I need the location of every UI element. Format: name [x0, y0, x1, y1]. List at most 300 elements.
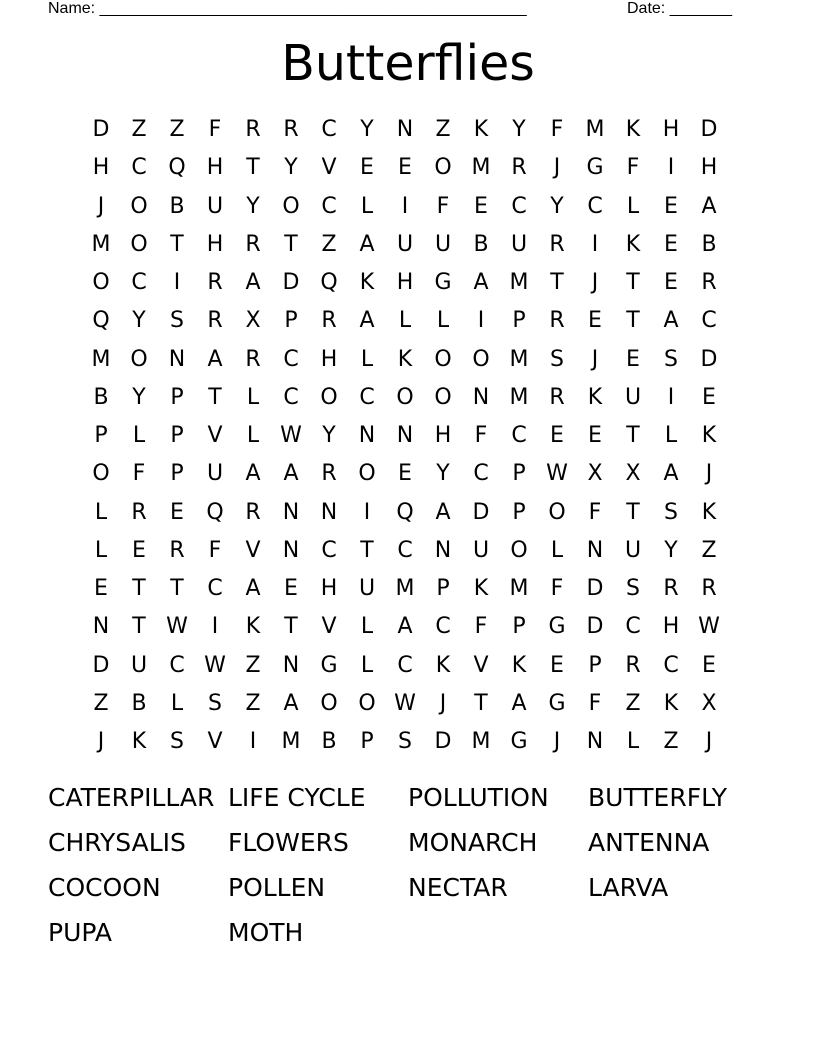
grid-letter: S [398, 729, 412, 755]
grid-letter: D [434, 729, 452, 755]
grid-row [82, 532, 728, 570]
grid-letter: U [624, 384, 642, 410]
grid-letter: E [94, 576, 108, 602]
grid-letter: T [246, 155, 260, 181]
grid-letter: U [624, 537, 642, 563]
grid-letter: E [702, 384, 716, 410]
grid-letter: H [434, 423, 452, 449]
grid-letter: L [360, 193, 374, 219]
grid-letter: C [321, 117, 337, 143]
grid-letter: T [626, 499, 640, 525]
grid-letter: Z [131, 117, 147, 143]
grid-letter: H [320, 576, 338, 602]
grid-letter: N [434, 537, 452, 563]
grid-letter: I [667, 384, 675, 410]
grid-letter: T [550, 270, 564, 296]
grid-letter: S [550, 346, 564, 372]
grid-letter: X [701, 690, 717, 716]
grid-letter: V [207, 423, 223, 449]
grid-letter: R [169, 537, 185, 563]
grid-letter: S [626, 576, 640, 602]
grid-letter: N [282, 499, 300, 525]
grid-letter: N [282, 537, 300, 563]
grid-letter: G [548, 690, 566, 716]
grid-letter: T [474, 690, 488, 716]
grid-letter: A [435, 499, 451, 525]
grid-letter: T [360, 537, 374, 563]
grid-letter: A [397, 614, 413, 640]
grid-letter: R [625, 652, 641, 678]
word-list-item: CATERPILLAR [48, 783, 215, 812]
grid-row [82, 608, 728, 646]
grid-letter: L [550, 537, 564, 563]
grid-letter: O [130, 346, 148, 372]
grid-letter: C [587, 193, 603, 219]
grid-letter: C [321, 193, 337, 219]
grid-letter: L [246, 423, 260, 449]
grid-row [82, 149, 728, 187]
word-list-item: LARVA [588, 873, 669, 902]
grid-letter: C [131, 270, 147, 296]
grid-letter: T [132, 614, 146, 640]
grid-letter: R [207, 270, 223, 296]
grid-letter: X [245, 308, 261, 334]
name-line: Name: ________________________________________________ [48, 0, 527, 17]
grid-letter: L [246, 384, 260, 410]
grid-letter: K [397, 346, 413, 372]
grid-letter: R [245, 499, 261, 525]
grid-letter: M [395, 576, 415, 602]
grid-letter: Z [701, 537, 717, 563]
grid-letter: E [284, 576, 298, 602]
grid-letter: N [396, 117, 414, 143]
grid-letter: X [625, 461, 641, 487]
grid-letter: R [701, 576, 717, 602]
grid-letter: O [434, 384, 452, 410]
grid-letter: K [625, 231, 641, 257]
grid-letter: R [321, 308, 337, 334]
grid-letter: L [398, 308, 412, 334]
grid-letter: Q [320, 270, 338, 296]
grid-letter: T [284, 614, 298, 640]
grid-letter: G [510, 729, 528, 755]
grid-letter: O [472, 346, 490, 372]
grid-letter: G [548, 614, 566, 640]
grid-letter: D [586, 576, 604, 602]
grid-letter: Z [625, 690, 641, 716]
grid-letter: C [359, 384, 375, 410]
grid-letter: K [359, 270, 375, 296]
grid-letter: O [320, 690, 338, 716]
grid-letter: E [588, 308, 602, 334]
grid-letter: J [591, 346, 599, 372]
grid-letter: N [396, 423, 414, 449]
grid-letter: P [512, 614, 526, 640]
grid-letter: Y [360, 117, 374, 143]
grid-letter: O [358, 461, 376, 487]
grid-letter: J [705, 729, 713, 755]
grid-letter: A [207, 346, 223, 372]
grid-letter: S [664, 499, 678, 525]
grid-letter: R [549, 308, 565, 334]
grid-row [82, 494, 728, 532]
grid-letter: P [512, 308, 526, 334]
grid-letter: J [97, 729, 105, 755]
grid-row [82, 455, 728, 493]
grid-letter: A [245, 270, 261, 296]
grid-letter: J [553, 155, 561, 181]
grid-letter: Z [245, 690, 261, 716]
grid-letter: M [91, 231, 111, 257]
grid-letter: L [94, 499, 108, 525]
grid-letter: L [626, 193, 640, 219]
grid-letter: C [435, 614, 451, 640]
grid-letter: D [700, 117, 718, 143]
date-line: Date: _______ [627, 0, 732, 17]
word-list-item: BUTTERFLY [588, 783, 727, 812]
grid-letter: R [283, 117, 299, 143]
grid-letter: M [91, 346, 111, 372]
grid-letter: A [473, 270, 489, 296]
grid-letter: D [472, 499, 490, 525]
grid-letter: L [360, 614, 374, 640]
grid-letter: F [626, 155, 640, 181]
grid-letter: F [474, 423, 488, 449]
grid-letter: J [591, 270, 599, 296]
grid-letter: P [170, 423, 184, 449]
grid-letter: O [396, 384, 414, 410]
grid-letter: A [663, 308, 679, 334]
grid-letter: I [401, 193, 409, 219]
grid-letter: C [511, 193, 527, 219]
grid-letter: E [360, 155, 374, 181]
grid-letter: K [587, 384, 603, 410]
grid-letter: F [550, 117, 564, 143]
grid-letter: N [320, 499, 338, 525]
grid-letter: Y [550, 193, 564, 219]
grid-row [82, 111, 728, 149]
grid-letter: M [585, 117, 605, 143]
grid-letter: P [360, 729, 374, 755]
word-list-item: ANTENNA [588, 828, 710, 857]
grid-letter: R [701, 270, 717, 296]
grid-letter: D [92, 652, 110, 678]
grid-letter: R [245, 117, 261, 143]
grid-letter: V [473, 652, 489, 678]
word-list-item: POLLEN [228, 873, 326, 902]
grid-letter: V [207, 729, 223, 755]
grid-letter: O [548, 499, 566, 525]
grid-letter: H [206, 231, 224, 257]
grid-letter: E [398, 155, 412, 181]
grid-letter: E [132, 537, 146, 563]
grid-letter: A [283, 690, 299, 716]
grid-row [82, 570, 728, 608]
grid-letter: O [320, 384, 338, 410]
grid-letter: G [320, 652, 338, 678]
grid-letter: N [472, 384, 490, 410]
grid-letter: S [664, 346, 678, 372]
grid-letter: L [132, 423, 146, 449]
grid-letter: Q [92, 308, 110, 334]
grid-letter: A [283, 461, 299, 487]
grid-letter: Q [206, 499, 224, 525]
grid-letter: A [359, 308, 375, 334]
grid-letter: T [626, 423, 640, 449]
grid-letter: T [626, 308, 640, 334]
grid-letter: G [586, 155, 604, 181]
grid-letter: D [700, 346, 718, 372]
grid-letter: A [663, 461, 679, 487]
grid-letter: U [130, 652, 148, 678]
grid-letter: H [92, 155, 110, 181]
grid-letter: T [208, 384, 222, 410]
grid-letter: I [249, 729, 257, 755]
word-list-item: POLLUTION [408, 783, 549, 812]
grid-letter: C [663, 652, 679, 678]
grid-letter: E [664, 270, 678, 296]
word-list-item: COCOON [48, 873, 161, 902]
grid-letter: E [664, 231, 678, 257]
grid-letter: L [94, 537, 108, 563]
grid-letter: R [245, 231, 261, 257]
word-list-item: CHRYSALIS [48, 828, 186, 857]
word-list-item: MOTH [228, 918, 304, 947]
grid-letter: P [94, 423, 108, 449]
grid-letter: K [511, 652, 527, 678]
grid-letter: Z [245, 652, 261, 678]
grid-letter: E [474, 193, 488, 219]
grid-letter: Y [436, 461, 450, 487]
grid-letter: J [553, 729, 561, 755]
grid-letter: V [321, 614, 337, 640]
grid-letter: H [320, 346, 338, 372]
grid-letter: T [170, 576, 184, 602]
grid-letter: U [434, 231, 452, 257]
grid-row [82, 379, 728, 417]
grid-letter: B [131, 690, 147, 716]
grid-row [82, 264, 728, 302]
grid-row [82, 685, 728, 723]
grid-letter: O [358, 690, 376, 716]
grid-letter: F [436, 193, 450, 219]
grid-letter: Y [322, 423, 336, 449]
grid-letter: C [511, 423, 527, 449]
grid-letter: K [701, 499, 717, 525]
grid-letter: F [550, 576, 564, 602]
grid-letter: C [283, 346, 299, 372]
grid-row [82, 341, 728, 379]
grid-letter: O [434, 155, 452, 181]
word-list-item: MONARCH [408, 828, 538, 857]
grid-letter: F [474, 614, 488, 640]
grid-letter: N [168, 346, 186, 372]
grid-letter: W [546, 461, 568, 487]
grid-letter: U [358, 576, 376, 602]
grid-letter: M [509, 384, 529, 410]
grid-letter: K [245, 614, 261, 640]
grid-letter: D [92, 117, 110, 143]
grid-letter: B [473, 231, 489, 257]
grid-letter: Y [132, 384, 146, 410]
grid-letter: W [698, 614, 720, 640]
grid-letter: A [701, 193, 717, 219]
grid-letter: C [321, 537, 337, 563]
grid-letter: K [701, 423, 717, 449]
grid-letter: X [587, 461, 603, 487]
grid-letter: N [358, 423, 376, 449]
grid-letter: Z [321, 231, 337, 257]
grid-letter: E [170, 499, 184, 525]
grid-letter: I [591, 231, 599, 257]
grid-letter: Z [169, 117, 185, 143]
grid-letter: F [132, 461, 146, 487]
grid-letter: L [436, 308, 450, 334]
grid-letter: Z [435, 117, 451, 143]
grid-letter: S [170, 729, 184, 755]
grid-row [82, 188, 728, 226]
grid-letter: A [245, 461, 261, 487]
grid-letter: W [166, 614, 188, 640]
grid-letter: K [625, 117, 641, 143]
grid-letter: C [207, 576, 223, 602]
grid-letter: Y [284, 155, 298, 181]
grid-letter: N [92, 614, 110, 640]
grid-letter: T [284, 231, 298, 257]
letter-grid [82, 111, 728, 761]
grid-letter: L [360, 652, 374, 678]
grid-letter: V [321, 155, 337, 181]
grid-letter: S [170, 308, 184, 334]
grid-letter: Y [512, 117, 526, 143]
grid-letter: O [510, 537, 528, 563]
grid-letter: E [626, 346, 640, 372]
grid-letter: R [207, 308, 223, 334]
grid-letter: U [472, 537, 490, 563]
grid-letter: I [667, 155, 675, 181]
grid-letter: Y [664, 537, 678, 563]
grid-letter: M [471, 155, 491, 181]
grid-letter: B [93, 384, 109, 410]
grid-letter: Z [663, 729, 679, 755]
grid-letter: C [397, 537, 413, 563]
grid-row [82, 302, 728, 340]
grid-letter: F [208, 117, 222, 143]
grid-letter: O [92, 461, 110, 487]
grid-letter: U [206, 193, 224, 219]
grid-letter: P [284, 308, 298, 334]
grid-letter: H [662, 117, 680, 143]
grid-letter: W [280, 423, 302, 449]
grid-letter: R [245, 346, 261, 372]
grid-letter: L [360, 346, 374, 372]
grid-letter: T [170, 231, 184, 257]
grid-letter: R [663, 576, 679, 602]
grid-letter: K [473, 117, 489, 143]
grid-letter: T [132, 576, 146, 602]
word-list [48, 778, 788, 958]
grid-letter: R [511, 155, 527, 181]
grid-letter: E [588, 423, 602, 449]
grid-letter: C [701, 308, 717, 334]
grid-letter: B [701, 231, 717, 257]
grid-letter: K [473, 576, 489, 602]
grid-letter: P [170, 461, 184, 487]
grid-letter: W [394, 690, 416, 716]
grid-letter: V [245, 537, 261, 563]
word-list-item: NECTAR [408, 873, 508, 902]
grid-letter: I [173, 270, 181, 296]
grid-letter: L [664, 423, 678, 449]
grid-letter: Q [168, 155, 186, 181]
grid-row [82, 417, 728, 455]
grid-letter: O [282, 193, 300, 219]
grid-letter: C [397, 652, 413, 678]
grid-letter: C [131, 155, 147, 181]
grid-letter: M [509, 576, 529, 602]
grid-letter: K [131, 729, 147, 755]
grid-letter: B [321, 729, 337, 755]
grid-letter: F [588, 690, 602, 716]
grid-letter: H [396, 270, 414, 296]
grid-letter: P [436, 576, 450, 602]
grid-letter: E [398, 461, 412, 487]
grid-letter: H [662, 614, 680, 640]
grid-letter: R [321, 461, 337, 487]
grid-letter: I [363, 499, 371, 525]
grid-letter: A [245, 576, 261, 602]
grid-letter: E [550, 423, 564, 449]
grid-letter: H [700, 155, 718, 181]
grid-letter: R [549, 231, 565, 257]
grid-letter: O [434, 346, 452, 372]
page-title: Butterflies [281, 35, 535, 92]
grid-letter: W [204, 652, 226, 678]
grid-letter: E [702, 652, 716, 678]
grid-letter: A [359, 231, 375, 257]
grid-row [82, 723, 728, 761]
grid-letter: O [130, 231, 148, 257]
grid-letter: P [512, 499, 526, 525]
grid-letter: M [281, 729, 301, 755]
grid-letter: T [626, 270, 640, 296]
grid-letter: N [586, 537, 604, 563]
grid-letter: P [170, 384, 184, 410]
word-list-item: PUPA [48, 918, 112, 947]
grid-letter: O [130, 193, 148, 219]
grid-letter: C [625, 614, 641, 640]
grid-letter: Q [396, 499, 414, 525]
grid-letter: C [473, 461, 489, 487]
grid-letter: L [626, 729, 640, 755]
grid-letter: D [586, 614, 604, 640]
grid-letter: N [282, 652, 300, 678]
grid-row [82, 226, 728, 264]
grid-letter: J [97, 193, 105, 219]
grid-letter: U [206, 461, 224, 487]
grid-letter: P [588, 652, 602, 678]
grid-letter: F [208, 537, 222, 563]
grid-letter: M [471, 729, 491, 755]
grid-letter: S [208, 690, 222, 716]
grid-letter: P [512, 461, 526, 487]
grid-letter: J [705, 461, 713, 487]
grid-letter: M [509, 270, 529, 296]
grid-letter: J [439, 690, 447, 716]
grid-letter: I [477, 308, 485, 334]
grid-letter: U [396, 231, 414, 257]
grid-letter: I [211, 614, 219, 640]
